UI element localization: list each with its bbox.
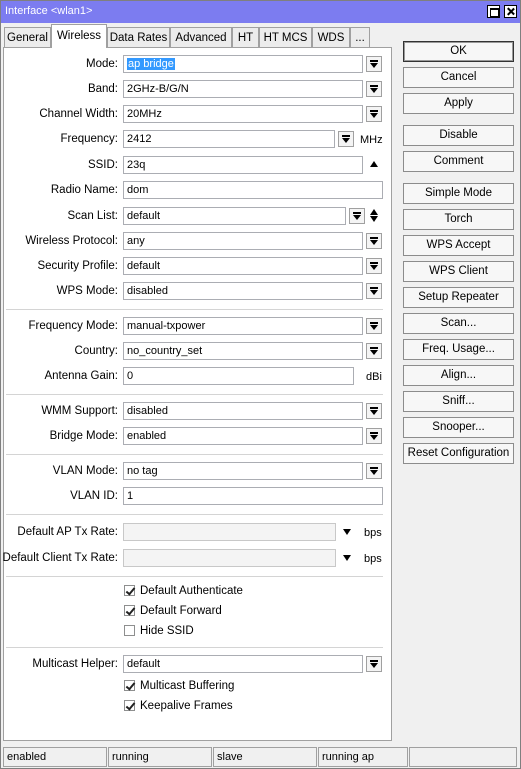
default-client-tx-rate-unit: bps <box>364 553 382 565</box>
torch-button[interactable]: Torch <box>403 209 514 230</box>
frequency-label: Frequency: <box>60 133 118 145</box>
country-label: Country: <box>74 345 118 357</box>
wireless-protocol-dropdown-icon[interactable] <box>366 233 382 249</box>
wps-mode-label: WPS Mode: <box>56 285 118 297</box>
antenna-gain-label: Antenna Gain: <box>44 370 118 382</box>
tab-wireless[interactable]: Wireless <box>51 24 107 48</box>
default-ap-tx-rate-label: Default AP Tx Rate: <box>17 526 118 538</box>
keepalive-frames-label: Keepalive Frames <box>140 700 233 712</box>
setup-repeater-button[interactable]: Setup Repeater <box>403 287 514 308</box>
frequency-select[interactable]: 2412 <box>123 130 335 148</box>
comment-button[interactable]: Comment <box>403 151 514 172</box>
reset-configuration-button[interactable]: Reset Configuration <box>403 443 514 464</box>
section-divider <box>6 647 383 648</box>
wmm-support-label: WMM Support: <box>41 405 118 417</box>
security-profile-label: Security Profile: <box>37 260 118 272</box>
tab-ht-mcs[interactable]: HT MCS <box>259 27 312 47</box>
ssid-input[interactable]: 23q <box>123 156 363 174</box>
cancel-button[interactable]: Cancel <box>403 67 514 88</box>
default-authenticate-label: Default Authenticate <box>140 585 243 597</box>
status-empty <box>409 747 517 767</box>
frequency-mode-dropdown-icon[interactable] <box>366 318 382 334</box>
snooper-button[interactable]: Snooper... <box>403 417 514 438</box>
scan-list-dropdown-icon[interactable] <box>349 208 365 224</box>
mode-dropdown-icon[interactable] <box>366 56 382 72</box>
default-client-tx-rate-dropdown-icon[interactable] <box>343 555 351 561</box>
wmm-support-select[interactable]: disabled <box>123 402 363 420</box>
tab-data-rates[interactable]: Data Rates <box>107 27 170 47</box>
tab-ht[interactable]: HT <box>232 27 259 47</box>
wmm-support-dropdown-icon[interactable] <box>366 403 382 419</box>
default-ap-tx-rate-unit: bps <box>364 527 382 539</box>
scan-list-down-icon[interactable] <box>370 216 378 222</box>
wps-client-button[interactable]: WPS Client <box>403 261 514 282</box>
wireless-protocol-select[interactable]: any <box>123 232 363 250</box>
bridge-mode-dropdown-icon[interactable] <box>366 428 382 444</box>
status-running-ap: running ap <box>318 747 408 767</box>
close-icon[interactable] <box>504 5 517 18</box>
default-ap-tx-rate-dropdown-icon[interactable] <box>343 529 351 535</box>
default-authenticate-checkbox[interactable] <box>124 585 135 596</box>
apply-button[interactable]: Apply <box>403 93 514 114</box>
security-profile-select[interactable]: default <box>123 257 363 275</box>
frequency-dropdown-icon[interactable] <box>338 131 354 147</box>
ok-button[interactable]: OK <box>403 41 514 62</box>
tab-more[interactable]: ... <box>350 27 370 47</box>
radio-name-input[interactable]: dom <box>123 181 383 199</box>
status-enabled: enabled <box>3 747 107 767</box>
hide-ssid-checkbox[interactable] <box>124 625 135 636</box>
disable-button[interactable]: Disable <box>403 125 514 146</box>
vlan-mode-label: VLAN Mode: <box>52 465 118 477</box>
keepalive-frames-checkbox[interactable] <box>124 700 135 711</box>
frequency-mode-select[interactable]: manual-txpower <box>123 317 363 335</box>
ssid-label: SSID: <box>87 159 118 171</box>
freq-usage-button[interactable]: Freq. Usage... <box>403 339 514 360</box>
wps-mode-dropdown-icon[interactable] <box>366 283 382 299</box>
frequency-mode-label: Frequency Mode: <box>28 320 118 332</box>
country-select[interactable]: no_country_set <box>123 342 363 360</box>
maximize-icon[interactable] <box>487 5 500 18</box>
scan-list-label: Scan List: <box>67 210 118 222</box>
multicast-buffering-label: Multicast Buffering <box>140 680 235 692</box>
vlan-id-label: VLAN ID: <box>70 490 118 502</box>
section-divider <box>6 309 383 310</box>
mode-label: Mode: <box>86 58 118 70</box>
bridge-mode-select[interactable]: enabled <box>123 427 363 445</box>
default-ap-tx-rate-input[interactable] <box>123 523 336 541</box>
wireless-protocol-label: Wireless Protocol: <box>25 235 118 247</box>
multicast-buffering-checkbox[interactable] <box>124 680 135 691</box>
channel-width-select[interactable]: 20MHz <box>123 105 363 123</box>
scan-button[interactable]: Scan... <box>403 313 514 334</box>
default-client-tx-rate-input[interactable] <box>123 549 336 567</box>
antenna-gain-unit: dBi <box>366 371 382 383</box>
bridge-mode-label: Bridge Mode: <box>49 430 118 442</box>
vlan-id-input[interactable]: 1 <box>123 487 383 505</box>
default-client-tx-rate-label: Default Client Tx Rate: <box>2 552 118 564</box>
vlan-mode-select[interactable]: no tag <box>123 462 363 480</box>
band-label: Band: <box>87 83 118 95</box>
multicast-helper-select[interactable]: default <box>123 655 363 673</box>
band-select[interactable]: 2GHz-B/G/N <box>123 80 363 98</box>
default-forward-label: Default Forward <box>140 605 222 617</box>
tab-general[interactable]: General <box>4 27 51 47</box>
country-dropdown-icon[interactable] <box>366 343 382 359</box>
tab-wds[interactable]: WDS <box>312 27 350 47</box>
mode-value: ap bridge <box>128 58 174 70</box>
default-forward-checkbox[interactable] <box>124 605 135 616</box>
wps-accept-button[interactable]: WPS Accept <box>403 235 514 256</box>
channel-width-label: Channel Width: <box>39 108 118 120</box>
status-slave: slave <box>213 747 317 767</box>
mode-select[interactable] <box>123 55 363 73</box>
align-button[interactable]: Align... <box>403 365 514 386</box>
simple-mode-button[interactable]: Simple Mode <box>403 183 514 204</box>
channel-width-dropdown-icon[interactable] <box>366 106 382 122</box>
wps-mode-select[interactable]: disabled <box>123 282 363 300</box>
collapse-arrow-icon[interactable] <box>370 161 378 167</box>
multicast-helper-dropdown-icon[interactable] <box>366 656 382 672</box>
window-title: Interface <wlan1> <box>5 5 93 17</box>
vlan-mode-dropdown-icon[interactable] <box>366 463 382 479</box>
frequency-unit: MHz <box>360 134 383 146</box>
tab-advanced[interactable]: Advanced <box>170 27 232 47</box>
band-dropdown-icon[interactable] <box>366 81 382 97</box>
section-divider <box>6 576 383 577</box>
scan-list-up-icon[interactable] <box>370 209 378 215</box>
antenna-gain-input[interactable]: 0 <box>123 367 354 385</box>
section-divider <box>6 454 383 455</box>
status-running: running <box>108 747 212 767</box>
sniff-button[interactable]: Sniff... <box>403 391 514 412</box>
hide-ssid-label: Hide SSID <box>140 625 194 637</box>
title-bar[interactable] <box>1 1 520 23</box>
scan-list-select[interactable]: default <box>123 207 346 225</box>
radio-name-label: Radio Name: <box>50 184 118 196</box>
multicast-helper-label: Multicast Helper: <box>32 658 118 670</box>
security-profile-dropdown-icon[interactable] <box>366 258 382 274</box>
section-divider <box>6 394 383 395</box>
section-divider <box>6 514 383 515</box>
